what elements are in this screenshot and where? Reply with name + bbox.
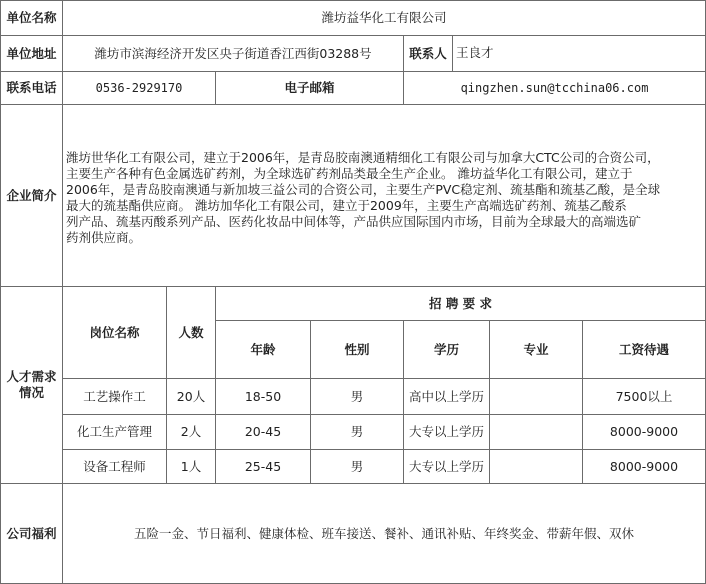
table-cell-education: 大专以上学历 [408, 458, 484, 474]
table-cell-gender: 男 [350, 424, 364, 439]
table-cell-salary: 8000-9000 [609, 458, 679, 474]
table-cell-education: 高中以上学历 [408, 388, 484, 404]
rule [0, 104, 706, 105]
header-salary: 工资待遇 [618, 341, 669, 357]
phone-value: 0536-2929170 [95, 81, 183, 95]
table-cell-major [490, 379, 582, 414]
company-name-value: 潍坊益华化工有限公司 [321, 10, 447, 25]
table-cell-position: 工艺操作工 [83, 388, 146, 404]
table-cell-position: 化工生产管理 [76, 424, 152, 439]
table-cell-salary: 7500以上 [615, 388, 673, 404]
table-cell-gender: 男 [350, 458, 364, 474]
rule [452, 35, 453, 71]
welfare-label: 公司福利 [6, 525, 57, 541]
intro-line: 2006年，是青岛胶南澳通与新加坡三益公司的合资公司，主要生产PVC稳定剂、巯基酯和巯基乙酸，是全球 [66, 182, 661, 197]
table-cell-age: 20-45 [244, 424, 282, 439]
address-value: 潍坊市滨海经济开发区央子街道香江西街03288号 [94, 45, 372, 61]
header-requirements: 招 聘 要 求 [428, 295, 493, 311]
header-position: 岗位名称 [89, 324, 140, 340]
intro-line: 主要生产各种有色金属选矿药剂，为全球选矿药剂品类最全生产企业。 潍坊益华化工有限公司，建立于 [66, 166, 633, 181]
header-education: 学历 [433, 341, 459, 357]
table-cell-major [490, 450, 582, 483]
table-cell-age: 25-45 [244, 458, 282, 474]
table-cell-major [490, 415, 582, 449]
table-cell-age: 18-50 [244, 388, 282, 404]
intro-line: 最大的巯基酯供应商。 潍坊加华化工有限公司，建立于2009年，主要生产高端选矿药剂、巯基乙酸系 [66, 198, 627, 213]
table-cell-count: 2人 [180, 424, 202, 439]
email-value: qingzhen.sun@tcchina06.com [460, 81, 649, 95]
intro-line: 药剂供应商。 [66, 230, 142, 245]
table-cell-count: 20人 [176, 388, 206, 404]
intro-label: 企业简介 [6, 187, 57, 203]
header-gender: 性别 [344, 341, 370, 357]
header-age: 年龄 [250, 341, 276, 357]
talent-label: 人才需求情况 [6, 369, 57, 400]
header-major: 专业 [523, 341, 549, 357]
intro-text [66, 150, 702, 246]
table-cell-salary: 8000-9000 [609, 424, 679, 439]
table-cell-education: 大专以上学历 [408, 424, 484, 439]
phone-label: 联系电话 [6, 80, 57, 95]
intro-line: 潍坊世华化工有限公司，建立于2006年，是青岛胶南澳通精细化工有限公司与加拿大CTC公司的合资公司， [66, 150, 660, 165]
company-name-label: 单位名称 [6, 10, 57, 25]
header-count: 人数 [178, 324, 204, 340]
contact-value: 王良才 [456, 45, 494, 60]
contact-label: 联系人 [409, 45, 447, 61]
intro-line: 列产品、巯基丙酸系列产品、医药化妆品中间体等，产品供应国际国内市场，目前为全球最大的高端选矿 [66, 214, 642, 229]
table-cell-position: 设备工程师 [83, 458, 146, 474]
table-cell-count: 1人 [180, 458, 202, 474]
welfare-value: 五险一金、节日福利、健康体检、班车接送、餐补、通讯补贴、年终奖金、带薪年假、双休 [133, 525, 634, 541]
address-label: 单位地址 [6, 45, 57, 61]
table-cell-gender: 男 [350, 388, 364, 404]
email-label: 电子邮箱 [284, 80, 335, 95]
